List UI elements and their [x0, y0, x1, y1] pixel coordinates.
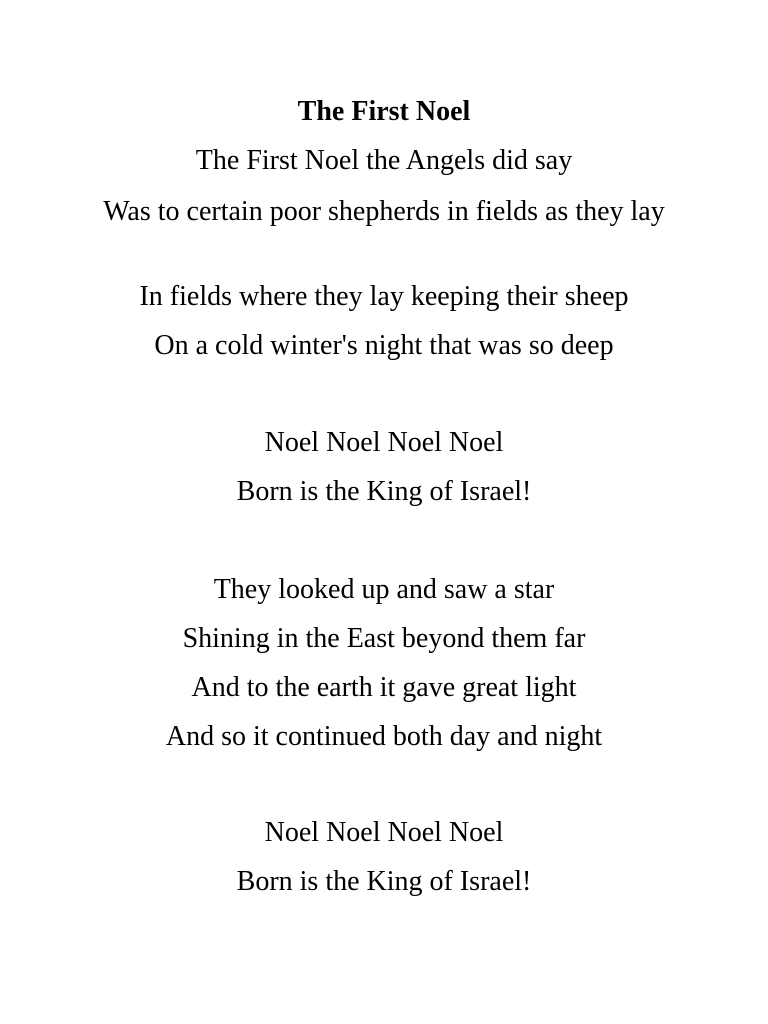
verse2-line-2: Shining in the East beyond them far	[182, 623, 586, 654]
chorus1-line-2: Born is the King of Israel!	[236, 476, 532, 507]
verse2-line-1: They looked up and saw a star	[213, 574, 555, 605]
page-title: The First Noel	[297, 96, 471, 127]
chorus2-line-2: Born is the King of Israel!	[236, 866, 532, 897]
verse1-line-3: In fields where they lay keeping their sheep	[139, 281, 629, 312]
verse2-line-3: And to the earth it gave great light	[191, 672, 577, 703]
verse1-line-2: Was to certain poor shepherds in fields as they lay	[103, 196, 665, 227]
verse1-line-1: The First Noel the Angels did say	[195, 145, 573, 176]
chorus2-line-1: Noel Noel Noel Noel	[264, 817, 504, 848]
chorus1-line-1: Noel Noel Noel Noel	[264, 427, 504, 458]
verse2-line-4: And so it continued both day and night	[165, 721, 603, 752]
verse1-line-4: On a cold winter's night that was so deep	[154, 330, 614, 361]
